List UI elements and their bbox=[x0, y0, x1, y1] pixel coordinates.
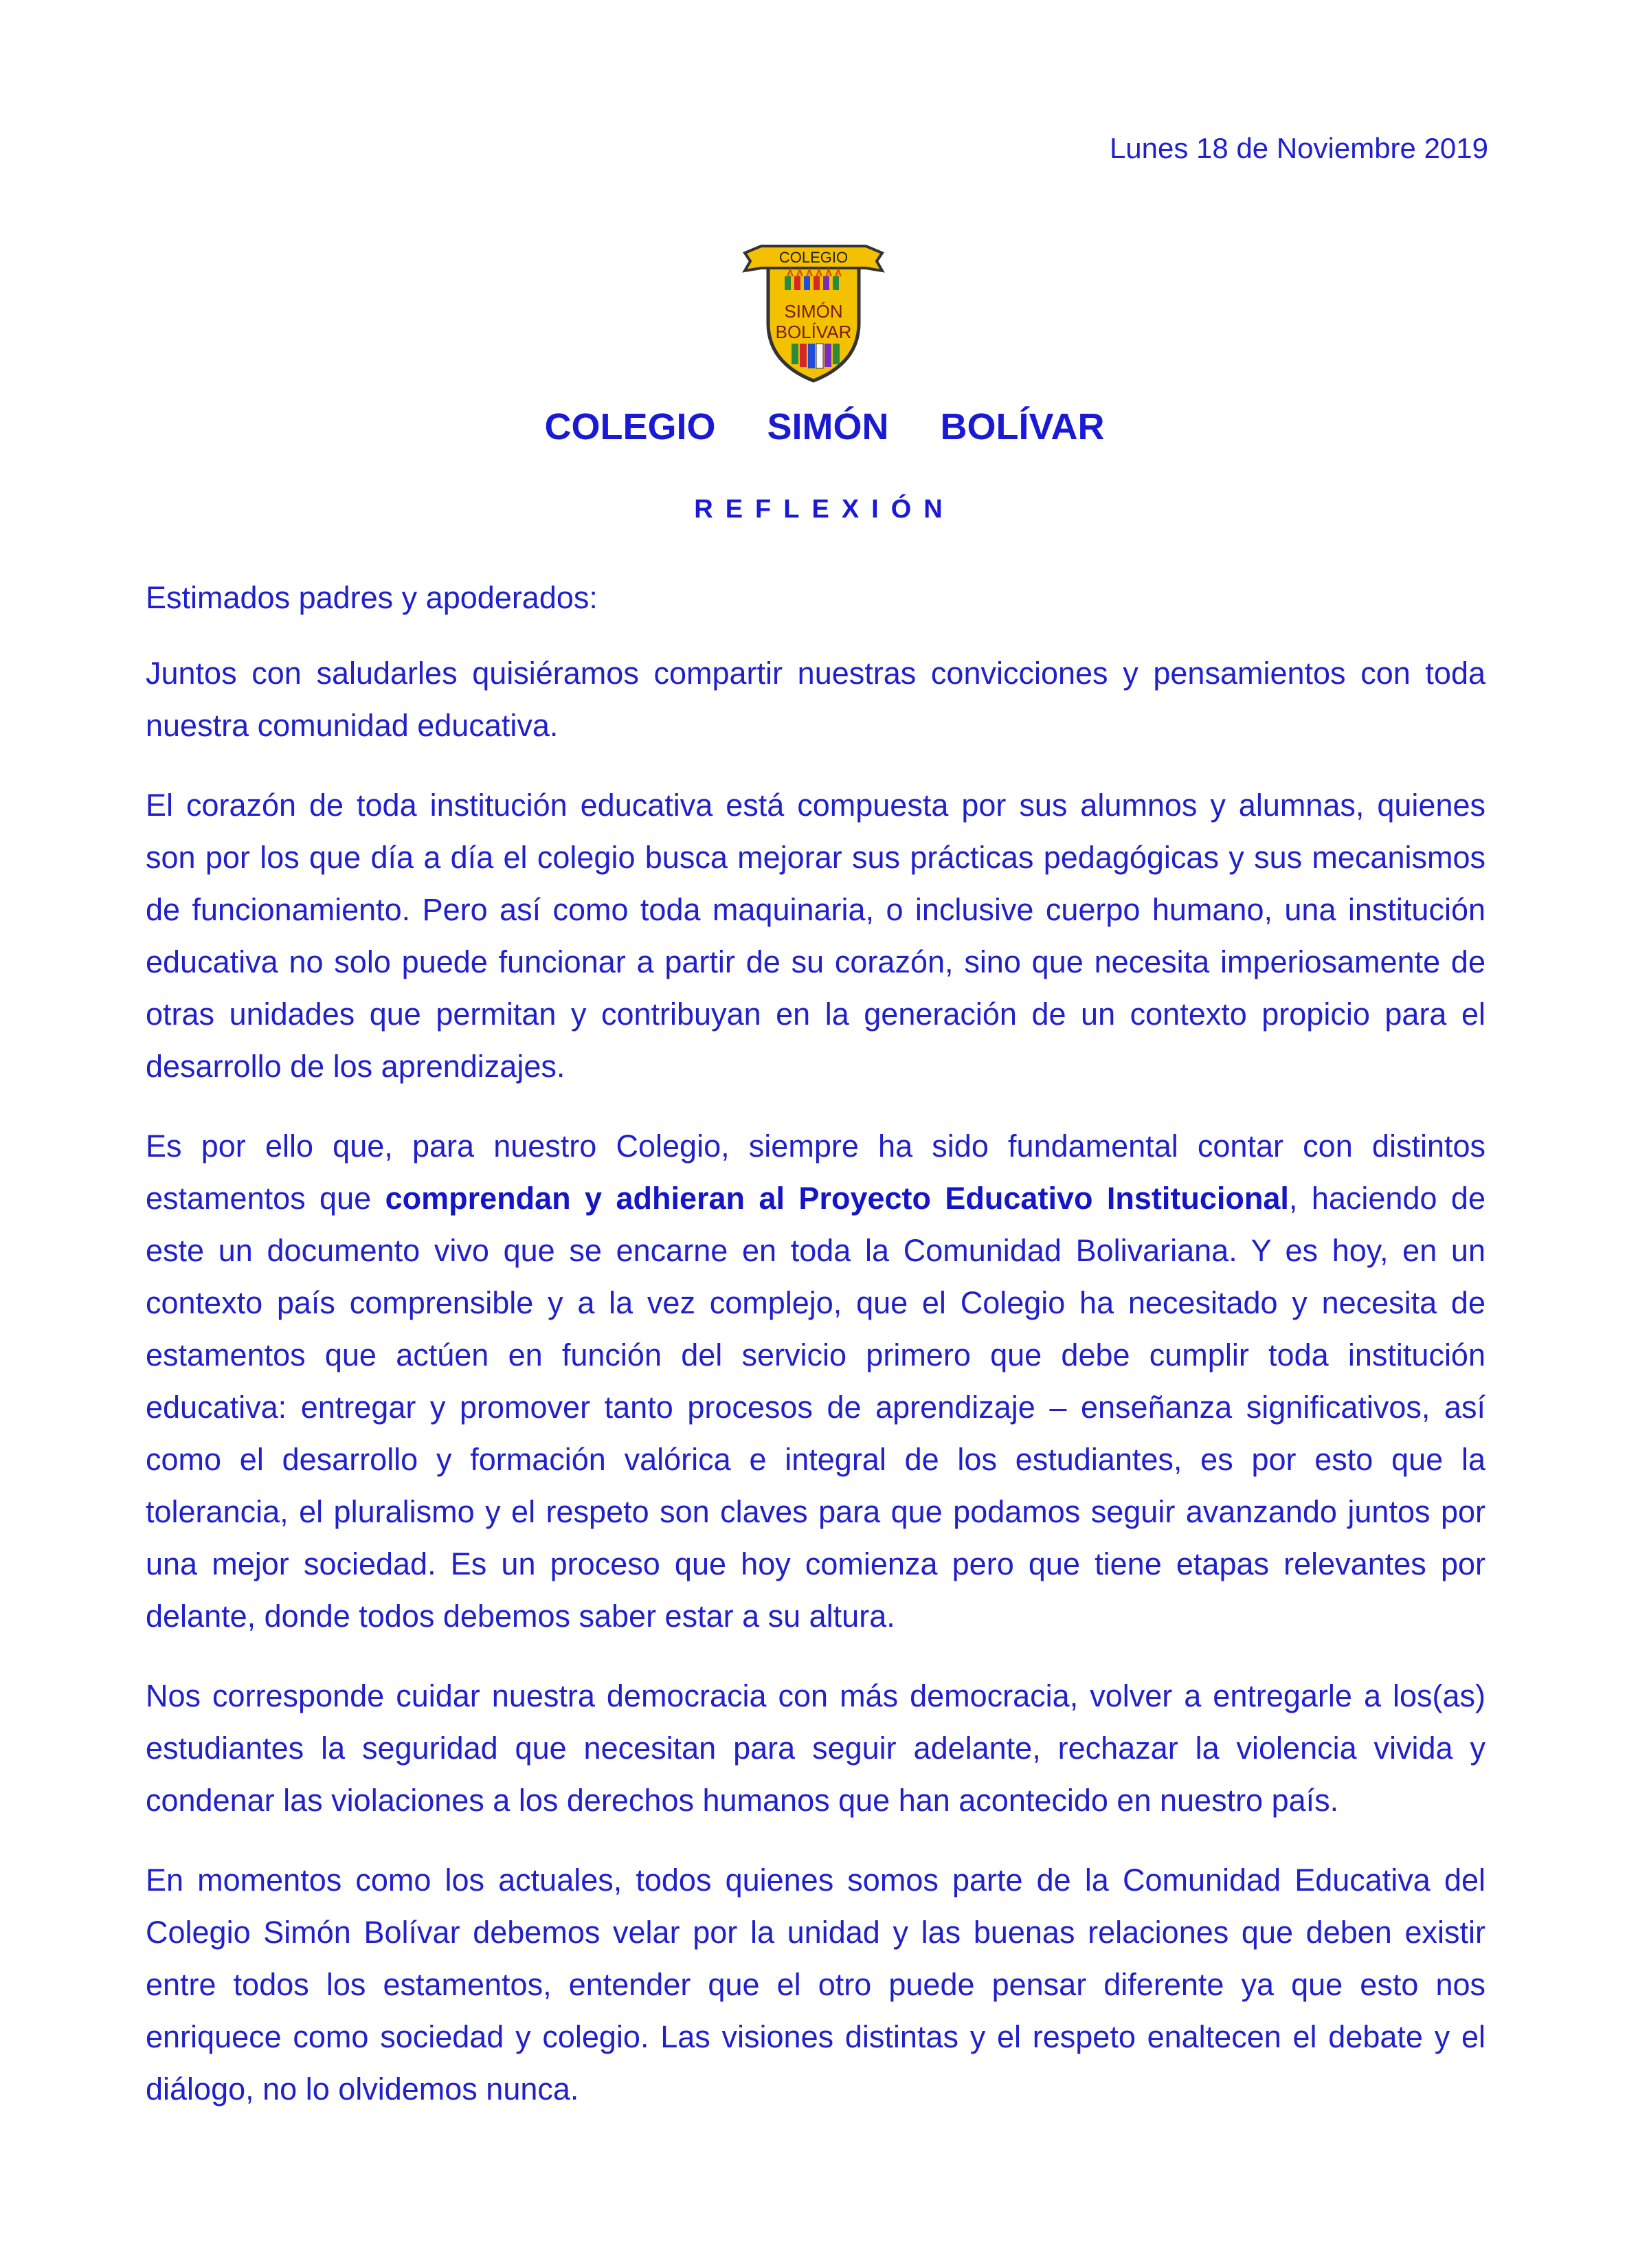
letter-body bbox=[146, 572, 1485, 2143]
document-subtitle: REFLEXIÓN bbox=[694, 495, 955, 524]
greeting: Estimados padres y apoderados: bbox=[146, 580, 598, 615]
svg-text:COLEGIO: COLEGIO bbox=[778, 249, 849, 266]
paragraph-4: Nos corresponde cuidar nuestra democracia con más democracia, volver a entregarle a los(as) estudiantes la seguridad que necesitan para seguir adelante, rechazar la violencia vivida y condenar las violaciones a los derechos humanos que han acontecido en nuestro país. bbox=[146, 1678, 1485, 1818]
paragraph-5: En momentos como los actuales, todos quienes somos parte de la Comunidad Educativa del Colegio Simón Bolívar debemos velar por la unidad y las buenas relaciones que deben existir entre todos los estamentos, entender que el otro puede pensar diferente ya que esto nos enriquece como sociedad y colegio. Las visiones distintas y el respeto enaltecen el debate y el diálogo, no lo olvidemos nunca. bbox=[146, 1863, 1485, 2106]
paragraph-2: El corazón de toda institución educativa está compuesta por sus alumnos y alumnas, quienes son por los que día a día el colegio busca mejorar sus prácticas pedagógicas y sus mecanismos de funcionamiento. Pero así como toda maquinaria, o inclusive cuerpo humano, una institución educativa no solo puede funcionar a partir de su corazón, sino que necesita imperiosamente de otras unidades que permitan y contribuyan en la generación de un contexto propicio para el desarrollo de los aprendizajes. bbox=[146, 788, 1485, 1084]
paragraph-1: Juntos con saludarles quisiéramos compartir nuestras convicciones y pensamientos con toda nuestra comunidad educativa. bbox=[146, 656, 1485, 743]
paragraph-3-emphasis: comprendan y adhieran al Proyecto Educativo Institucional bbox=[385, 1181, 1289, 1216]
svg-text:SIMÓN: SIMÓN bbox=[784, 301, 843, 322]
paragraph-3-end: , haciendo de este un documento vivo que se encarne en toda la Comunidad Bolivariana. Y es hoy, en un contexto país comprensible y a la vez complejo, que el Colegio ha necesitado y necesita de estamentos que actúen en función del servicio primero que debe cumplir toda institución educativa: entregar y promover tanto procesos de aprendizaje – enseñanza significativos, así como el desarrollo y formación valórica e integral de los estudiantes, es por esto que la tolerancia, el pluralismo y el respeto son claves para que podamos seguir avanzando juntos por una mejor sociedad. Es un proceso que hoy comienza pero que tiene etapas relevantes por delante, donde todos debemos saber estar a su altura. bbox=[146, 1181, 1485, 1634]
document-date: Lunes 18 de Noviembre 2019 bbox=[1109, 132, 1488, 164]
paragraph-3-start: Es por ello que, para nuestro Colegio, siempre ha sido fundamental contar con distintos estamentos que bbox=[146, 1129, 1485, 1216]
paragraph-3 bbox=[146, 1120, 1485, 1643]
school-crest-logo bbox=[742, 241, 885, 385]
svg-text:BOLÍVAR: BOLÍVAR bbox=[775, 322, 852, 342]
school-title: COLEGIO SIMÓN BOLÍVAR bbox=[544, 406, 1105, 447]
